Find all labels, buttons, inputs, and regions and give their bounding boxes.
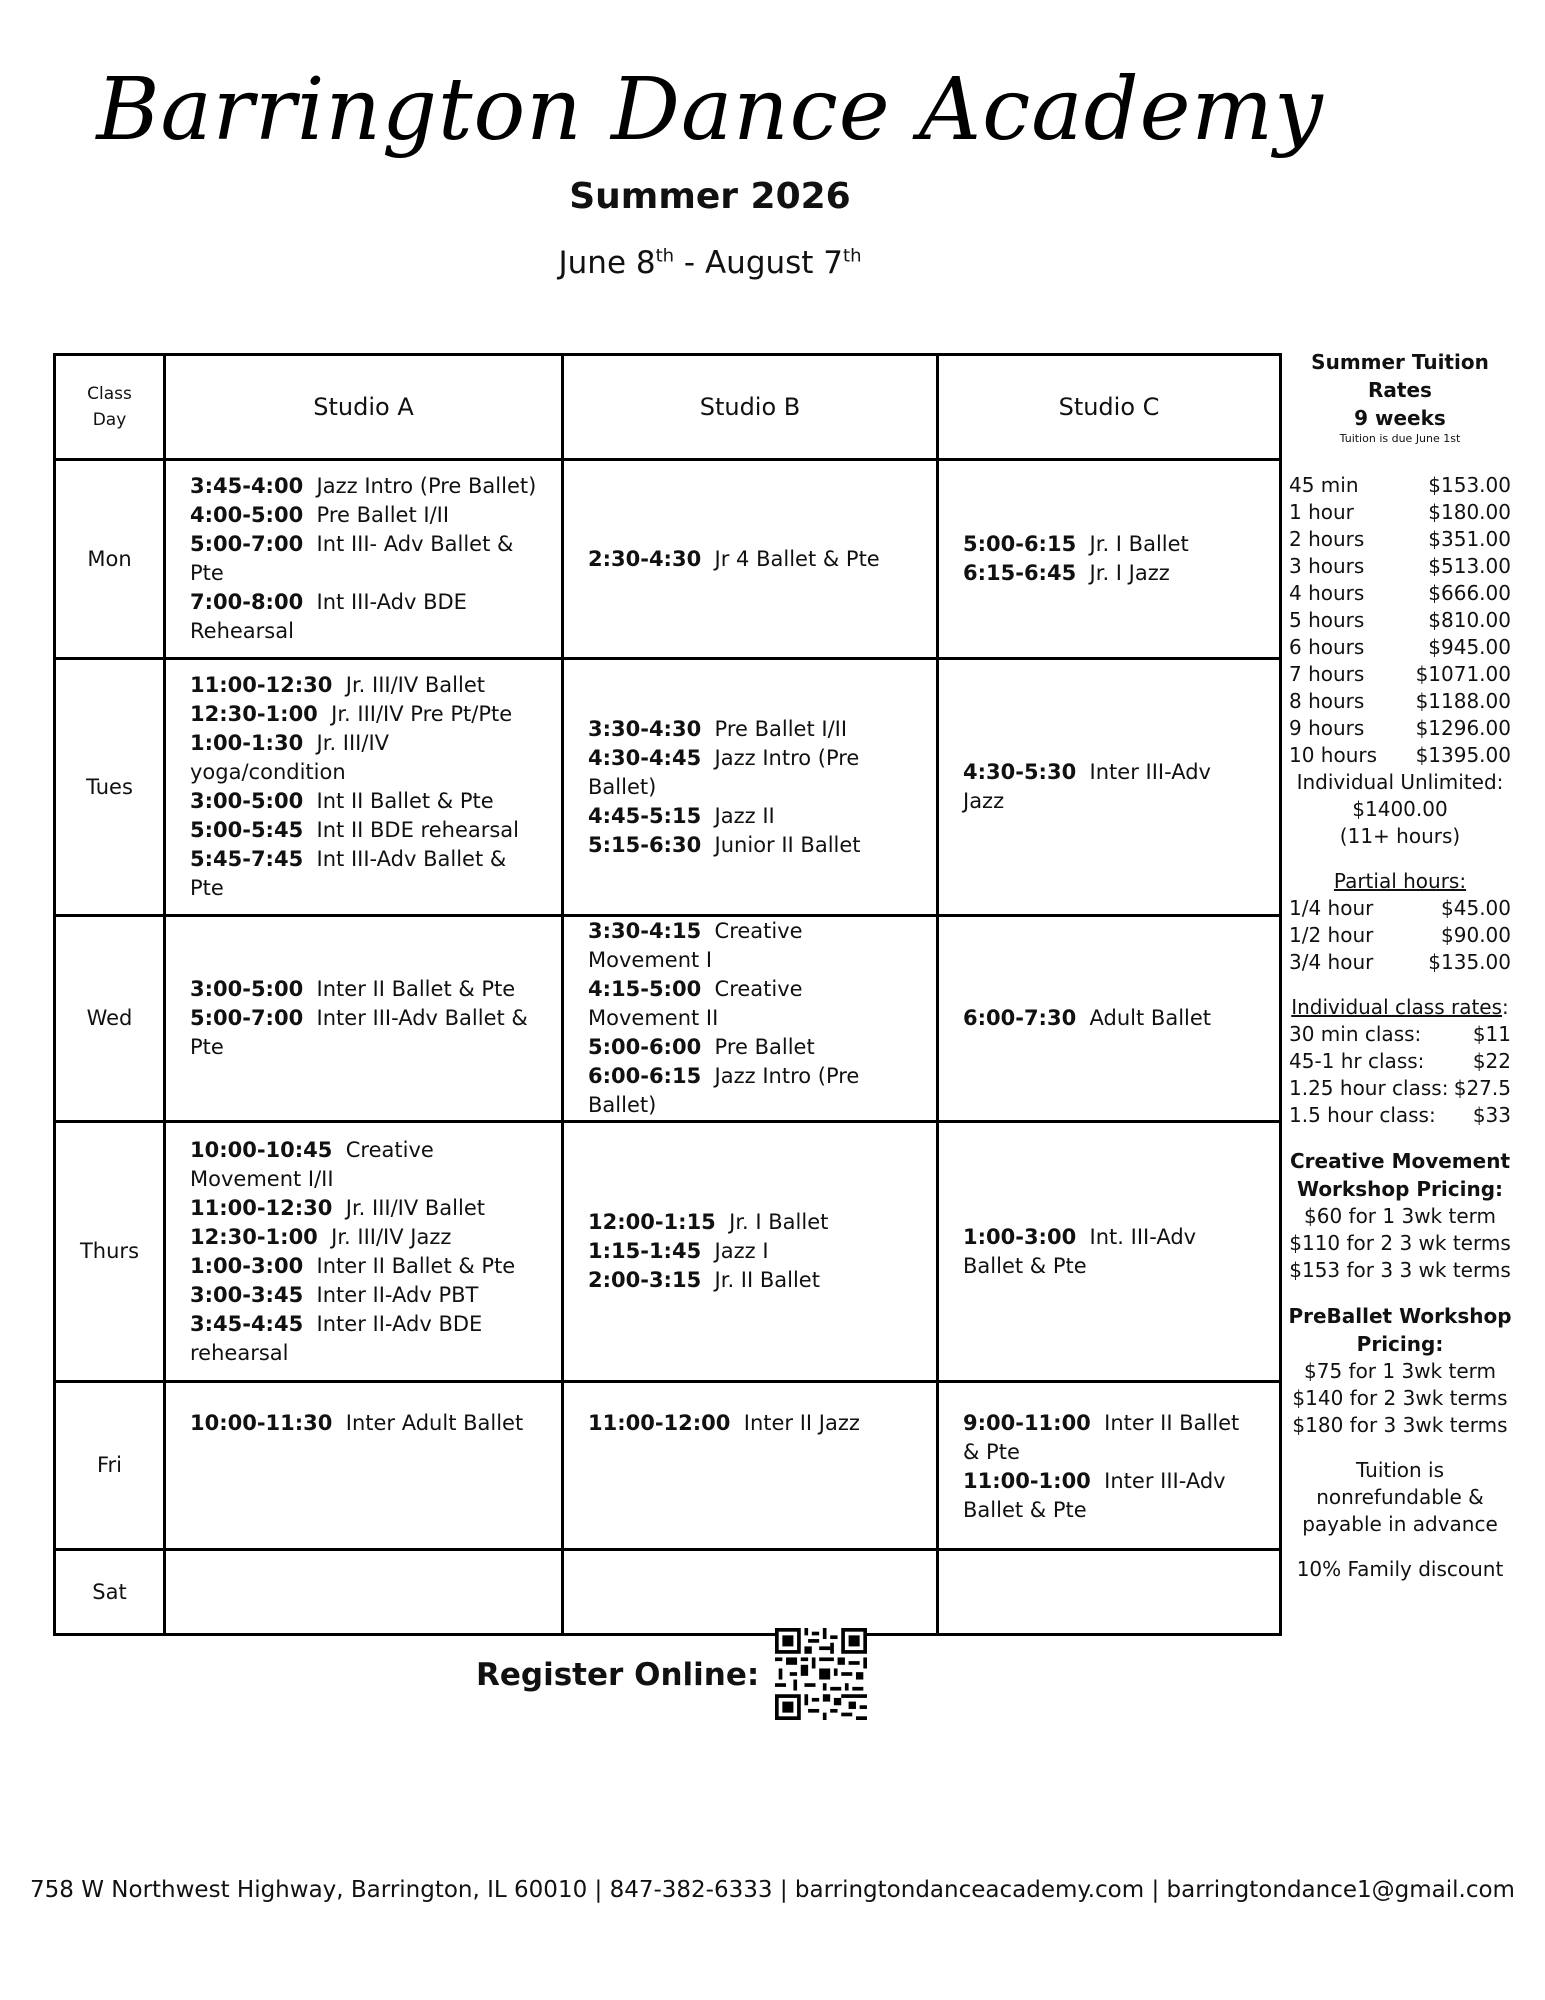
rate-duration: 6 hours: [1289, 635, 1365, 659]
class-day-cell: Wed: [55, 916, 165, 1122]
class-name: Creative Movement II: [588, 977, 803, 1030]
class-name: Jr. I Jazz: [1089, 561, 1170, 585]
class-entry: [588, 917, 912, 975]
class-time: 4:15-5:00: [588, 977, 702, 1001]
class-time: 3:30-4:30: [588, 716, 702, 741]
class-name: Jr. III/IV Pre Pt/Pte: [331, 702, 513, 726]
class-rate-price: $33: [1472, 1103, 1511, 1127]
class-name: Junior II Ballet: [714, 832, 861, 857]
class-rate-type: 45-1 hr class:: [1289, 1049, 1425, 1073]
rate-duration: 7 hours: [1289, 662, 1365, 686]
rate-price: $945.00: [1428, 635, 1511, 659]
table-row: [55, 460, 1281, 659]
class-name: Pre Ballet I/II: [316, 503, 450, 527]
class-time: 10:00-10:45: [190, 1137, 333, 1162]
class-rates-title: Individual class rates: [1291, 995, 1503, 1019]
date-separator: -: [674, 245, 705, 281]
class-time: 2:00-3:15: [588, 1268, 702, 1292]
rate-price: $666.00: [1428, 581, 1511, 605]
class-time: 5:00-6:00: [588, 1035, 702, 1059]
class-entry: [588, 1237, 912, 1266]
class-time: 6:00-6:15: [588, 1064, 702, 1088]
rate-price: $513.00: [1428, 554, 1511, 578]
class-entry: [588, 831, 912, 860]
rate-row: [1285, 553, 1515, 580]
class-time: 5:15-6:30: [588, 832, 702, 857]
class-time: 5:00-6:15: [963, 532, 1077, 556]
end-date: August 7: [704, 245, 844, 281]
class-time: 6:15-6:45: [963, 561, 1077, 585]
rate-duration: 1 hour: [1289, 500, 1354, 524]
class-name: Inter III-Adv Ballet & Pte: [963, 1469, 1226, 1522]
class-name: Jazz Intro (Pre Ballet): [588, 1064, 860, 1117]
unlimited-price: $1400.00: [1352, 797, 1448, 821]
studio-a-cell: [165, 1382, 563, 1550]
rate-row: [1285, 580, 1515, 607]
class-entry: [588, 1208, 912, 1237]
class-entry: [190, 472, 537, 501]
class-entry: [190, 816, 537, 845]
class-entry: [190, 530, 537, 588]
class-name: Pre Ballet I/II: [714, 716, 848, 741]
class-name: Jr. III/IV Ballet: [345, 673, 486, 697]
partial-hours-title: Partial hours:: [1333, 869, 1467, 893]
class-time: 11:00-12:30: [190, 1195, 333, 1220]
class-name: Int III- Adv Ballet & Pte: [190, 532, 514, 585]
rate-duration: 8 hours: [1289, 689, 1365, 713]
end-date-suffix: th: [843, 245, 862, 267]
studio-a-cell: [165, 1550, 563, 1635]
class-name: Inter II-Adv PBT: [316, 1282, 479, 1307]
rate-duration: 45 min: [1289, 473, 1359, 497]
class-name: Jr. III/IV Ballet: [345, 1195, 486, 1220]
class-name: Inter II-Adv BDE rehearsal: [190, 1311, 483, 1365]
class-entry: [588, 545, 912, 574]
class-time: 12:30-1:00: [190, 702, 318, 726]
creative-title-line: Workshop Pricing:: [1296, 1177, 1504, 1201]
table-row: [55, 1550, 1281, 1635]
class-name: Jr. I Ballet: [729, 1210, 829, 1234]
class-time: 5:00-7:00: [190, 532, 304, 556]
studio-c-cell: [938, 1382, 1281, 1550]
class-time: 3:30-4:15: [588, 919, 702, 943]
class-time: 4:30-5:30: [963, 760, 1077, 784]
class-day-cell: Mon: [55, 460, 165, 659]
class-entry: [963, 1409, 1255, 1467]
class-rate-type: 30 min class:: [1289, 1022, 1422, 1046]
hourly-rates-list: [1285, 472, 1515, 769]
studio-c-cell: [938, 460, 1281, 659]
rate-row: [1285, 526, 1515, 553]
rate-duration: 2 hours: [1289, 527, 1365, 551]
class-time: 5:00-7:00: [190, 1006, 304, 1030]
class-time: 3:45-4:45: [190, 1311, 304, 1336]
class-entry: [190, 671, 537, 700]
schedule-table: [53, 353, 1282, 1636]
class-entry: [190, 1136, 537, 1194]
class-entry: [190, 1252, 537, 1281]
class-entry: [588, 802, 912, 831]
class-name: Jr. III/IV Jazz: [331, 1224, 452, 1249]
class-entry: [588, 1062, 912, 1120]
rate-duration: 10 hours: [1289, 743, 1378, 767]
class-name: Jazz II: [714, 803, 775, 828]
class-rate-type: 1.25 hour class:: [1289, 1076, 1449, 1100]
studio-b-cell: [563, 1382, 938, 1550]
class-rate-type: 1.5 hour class:: [1289, 1103, 1436, 1127]
class-entry: [588, 975, 912, 1033]
class-time: 1:00-3:00: [963, 1224, 1077, 1249]
class-time: 3:45-4:00: [190, 474, 304, 498]
studio-c-cell: [938, 1550, 1281, 1635]
studio-a-cell: [165, 1122, 563, 1382]
rate-duration: 4 hours: [1289, 581, 1365, 605]
class-time: 1:00-1:30: [190, 731, 304, 755]
class-entry: [588, 744, 912, 802]
start-date: June 8: [558, 245, 656, 281]
class-entry: [963, 1223, 1255, 1281]
class-entry: [190, 845, 537, 903]
rate-duration: 5 hours: [1289, 608, 1365, 632]
class-time: 1:00-3:00: [190, 1253, 304, 1278]
class-entry: [190, 787, 537, 816]
class-entry: [190, 975, 537, 1004]
class-entry: [588, 1033, 912, 1062]
class-name: Int III-Adv Ballet & Pte: [190, 847, 507, 900]
preballet-price: $180 for 3 3wk terms: [1292, 1413, 1508, 1437]
partial-duration: 1/2 hour: [1289, 923, 1374, 947]
table-row: [55, 1382, 1281, 1550]
class-name: Adult Ballet: [1089, 1006, 1212, 1030]
class-time: 2:30-4:30: [588, 546, 702, 571]
rate-row: [1285, 922, 1515, 949]
class-entry: [190, 1223, 537, 1252]
class-entry: [190, 700, 537, 729]
rate-row: [1285, 949, 1515, 976]
class-name: Jazz Intro (Pre Ballet): [316, 474, 537, 498]
studio-b-cell: [563, 659, 938, 916]
studio-a-header: Studio A: [165, 355, 563, 460]
partial-price: $135.00: [1428, 950, 1511, 974]
qr-code-icon[interactable]: [775, 1628, 867, 1720]
preballet-title-line: PreBallet Workshop: [1288, 1304, 1512, 1328]
partial-price: $45.00: [1441, 896, 1511, 920]
class-time: 11:00-12:00: [588, 1411, 731, 1435]
class-name: Jr. II Ballet: [714, 1268, 820, 1292]
class-entry: [963, 758, 1255, 816]
tuition-title-line: Summer Tuition: [1311, 350, 1489, 374]
class-name: Creative Movement I: [588, 919, 803, 972]
studio-b-cell: [563, 460, 938, 659]
class-name: Int II BDE rehearsal: [316, 818, 520, 842]
class-name: Pre Ballet: [714, 1035, 815, 1059]
class-time: 1:15-1:45: [588, 1239, 702, 1263]
rate-row: [1285, 688, 1515, 715]
preballet-price: $75 for 1 3wk term: [1304, 1359, 1496, 1383]
class-name: Jazz I: [714, 1239, 769, 1263]
class-entry: [190, 1310, 537, 1368]
rate-price: $180.00: [1428, 500, 1511, 524]
class-rate-price: $11: [1472, 1022, 1511, 1046]
partial-hours-list: [1285, 895, 1515, 976]
rate-row: [1285, 715, 1515, 742]
class-name: Int. III-Adv Ballet & Pte: [963, 1224, 1197, 1278]
class-entry: [190, 501, 537, 530]
studio-a-cell: [165, 916, 563, 1122]
class-name: Inter III-Adv Jazz: [963, 760, 1211, 813]
class-time: 5:45-7:45: [190, 847, 304, 871]
rate-row: [1285, 895, 1515, 922]
class-name: Creative Movement I/II: [190, 1137, 434, 1191]
class-name: Jr. III/IV yoga/condition: [190, 731, 390, 784]
preballet-price: $140 for 2 3wk terms: [1292, 1386, 1508, 1410]
class-day-cell: Sat: [55, 1550, 165, 1635]
rate-row: [1285, 1102, 1515, 1129]
class-time: 4:00-5:00: [190, 503, 304, 527]
class-rate-price: $27.5: [1453, 1076, 1511, 1100]
partial-duration: 3/4 hour: [1289, 950, 1374, 974]
class-entry: [190, 588, 537, 646]
rate-row: [1285, 661, 1515, 688]
class-name: Jazz Intro (Pre Ballet): [588, 745, 860, 799]
studio-b-cell: [563, 1122, 938, 1382]
class-entry: [963, 1004, 1255, 1033]
studio-c-cell: [938, 916, 1281, 1122]
policy-line: Tuition is: [1355, 1458, 1445, 1482]
class-time: 7:00-8:00: [190, 590, 304, 614]
rate-price: $810.00: [1428, 608, 1511, 632]
class-name: Inter Adult Ballet: [345, 1411, 524, 1435]
studio-c-cell: [938, 659, 1281, 916]
class-entry: [190, 1004, 537, 1062]
class-name: Int II Ballet & Pte: [316, 789, 494, 813]
class-name: Inter II Jazz: [743, 1411, 860, 1435]
preballet-title-line: Pricing:: [1356, 1332, 1444, 1356]
academy-title: Barrington Dance Academy: [96, 60, 1324, 160]
season-title: Summer 2026: [569, 176, 851, 217]
creative-price: $153 for 3 3 wk terms: [1289, 1258, 1511, 1282]
class-name: Inter II Ballet & Pte: [963, 1411, 1240, 1464]
studio-c-header: Studio C: [938, 355, 1281, 460]
class-entry: [588, 1266, 912, 1295]
studio-a-cell: [165, 460, 563, 659]
rate-price: $1188.00: [1415, 689, 1511, 713]
partial-duration: 1/4 hour: [1289, 896, 1374, 920]
rate-price: $153.00: [1428, 473, 1511, 497]
class-time: 9:00-11:00: [963, 1411, 1091, 1435]
class-entry: [963, 559, 1255, 588]
rate-price: $1395.00: [1415, 743, 1511, 767]
class-time: 10:00-11:30: [190, 1411, 333, 1435]
class-time: 3:00-5:00: [190, 789, 304, 813]
class-name: Jr. I Ballet: [1089, 532, 1189, 556]
class-name: Inter II Ballet & Pte: [316, 977, 516, 1001]
class-time: 3:00-3:45: [190, 1282, 304, 1307]
class-time: 6:00-7:30: [963, 1006, 1077, 1030]
rate-price: $351.00: [1428, 527, 1511, 551]
policy-line: payable in advance: [1302, 1512, 1498, 1536]
class-name: Inter III-Adv Ballet & Pte: [190, 1006, 528, 1059]
table-row: [55, 659, 1281, 916]
tuition-title-line: 9 weeks: [1354, 406, 1446, 430]
studio-b-cell: [563, 916, 938, 1122]
rate-price: $1296.00: [1415, 716, 1511, 740]
class-entry: [963, 1467, 1255, 1525]
rate-row: [1285, 472, 1515, 499]
class-entry: [963, 530, 1255, 559]
class-time: 12:30-1:00: [190, 1224, 318, 1249]
class-day-cell: Fri: [55, 1382, 165, 1550]
class-day-cell: Tues: [55, 659, 165, 916]
tuition-title-line: Rates: [1368, 378, 1432, 402]
contact-footer: 758 W Northwest Highway, Barrington, IL 60010 | 847-382-6333 | barringtondanceacademy.com | barringtondance1@gmail.com: [30, 1877, 1515, 1903]
class-entry: [190, 1281, 537, 1310]
class-rates-list: [1285, 1021, 1515, 1129]
table-row: [55, 916, 1281, 1122]
class-entry: [190, 729, 537, 787]
rate-duration: 9 hours: [1289, 716, 1365, 740]
studio-b-header: Studio B: [563, 355, 938, 460]
session-dates: [0, 245, 1420, 281]
class-time: 4:45-5:15: [588, 803, 702, 828]
class-day-header: Class Day: [55, 355, 165, 460]
class-time: 4:30-4:45: [588, 745, 702, 770]
class-entry: [190, 1409, 537, 1438]
class-entry: [588, 715, 912, 744]
register-online-label: Register Online:: [476, 1657, 760, 1693]
class-name: Jr 4 Ballet & Pte: [714, 546, 880, 571]
rate-row: [1285, 1021, 1515, 1048]
class-name: Inter II Ballet & Pte: [316, 1253, 516, 1278]
unlimited-hours: (11+ hours): [1339, 824, 1461, 848]
rate-row: [1285, 1048, 1515, 1075]
family-discount: 10% Family discount: [1296, 1557, 1504, 1581]
class-entry: [588, 1409, 912, 1438]
table-row: [55, 1122, 1281, 1382]
class-time: 3:00-5:00: [190, 977, 304, 1001]
class-day-cell: Thurs: [55, 1122, 165, 1382]
rate-row: [1285, 1075, 1515, 1102]
unlimited-line: Individual Unlimited:: [1296, 770, 1504, 794]
policy-line: nonrefundable &: [1316, 1485, 1484, 1509]
class-entry: [190, 1194, 537, 1223]
rate-row: [1285, 742, 1515, 769]
rate-price: $1071.00: [1415, 662, 1511, 686]
class-name: Int III-Adv BDE Rehearsal: [190, 590, 467, 643]
studio-c-cell: [938, 1122, 1281, 1382]
studio-a-cell: [165, 659, 563, 916]
rate-row: [1285, 634, 1515, 661]
partial-price: $90.00: [1441, 923, 1511, 947]
creative-price: $60 for 1 3wk term: [1304, 1204, 1496, 1228]
tuition-panel: Summer Tuition Rates 9 weeks Tuition is due June 1st 45 min $153.00 1 hour $180.00 2 hours $351.00 3 hours $513.00 4 hours $666.00 5 hours $810.00 6 hours $945.00 7 hours $1071.00 8 hours $1188.00 9 hours $1296.00 10 hours $1395.00 Individual Unlimited: $1400.00 (11+ hours) Partial hours: 1/4 hour $45.00 1/2 hour $90.00 3/4 hour $135.00 Individual class rates: 30 min class: $11 45-1 hr class: $22 1.25 hour class: $27.5 1.5 hour class: $33 Creative Movement Workshop Pricing: $60 for 1 3wk term $110 for 2 3 wk terms $153 for 3 3 wk terms PreBallet Workshop Pricing: $75 for 1 3wk term $140 for 2 3wk terms $180 for 3 3wk terms Tuition is nonrefundable & payable in advance 10% Family discount: [1285, 348, 1515, 1583]
table-header-row: [55, 355, 1281, 460]
rate-row: [1285, 499, 1515, 526]
class-time: 5:00-5:45: [190, 818, 304, 842]
class-rate-price: $22: [1472, 1049, 1511, 1073]
rate-duration: 3 hours: [1289, 554, 1365, 578]
studio-b-cell: [563, 1550, 938, 1635]
start-date-suffix: th: [655, 245, 675, 267]
creative-price: $110 for 2 3 wk terms: [1289, 1231, 1511, 1255]
creative-title-line: Creative Movement: [1289, 1149, 1511, 1173]
class-time: 11:00-1:00: [963, 1469, 1091, 1493]
tuition-due-note: Tuition is due June 1st: [1339, 432, 1461, 445]
class-time: 11:00-12:30: [190, 673, 333, 697]
rate-row: [1285, 607, 1515, 634]
class-time: 12:00-1:15: [588, 1210, 716, 1234]
